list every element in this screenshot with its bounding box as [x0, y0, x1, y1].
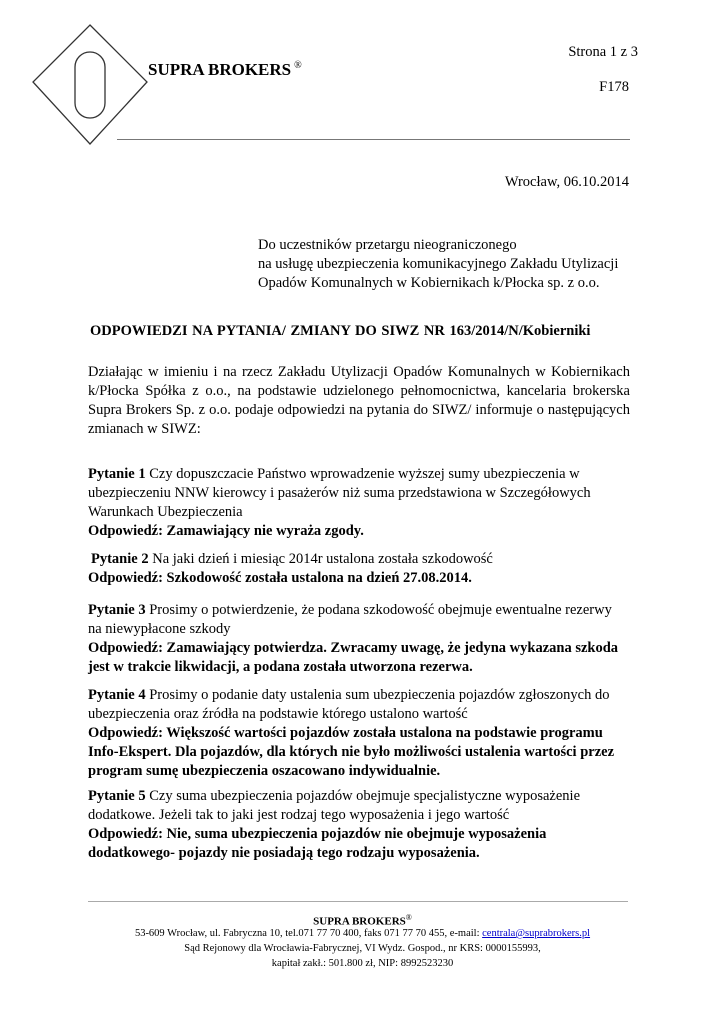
answer-text: Odpowiedź: Większość wartości pojazdów została ustalona na podstawie programu — [88, 725, 603, 741]
company-logo-icon — [30, 22, 150, 147]
addressee-line: na usługę ubezpieczenia komunikacyjnego Zakładu Utylizacji — [258, 256, 619, 272]
answer-text: Info-Ekspert. Dla pojazdów, dla których nie było możliwości ustalenia wartości przez — [88, 744, 615, 760]
addressee-block — [258, 236, 618, 293]
question-text: Warunkach Ubezpieczenia — [88, 504, 243, 520]
question-label: Pytanie 4 — [88, 687, 146, 703]
question-text: Prosimy o potwierdzenie, że podana szkodowość obejmuje ewentualne rezerwy — [145, 602, 612, 618]
intro-paragraph: Działając w imieniu i na rzecz Zakładu Utylizacji Opadów Komunalnych w Kobiernikach k/Płocka Spółka z o.o., na podstawie udzielonego pełnomocnictwa, kancelaria brokerska Supra Brokers Sp. z o.o. podaje odpowiedzi na pytania do SIWZ/ informuje o następujących zmianach w SIWZ: — [88, 364, 630, 437]
answer-text: Odpowiedź: Zamawiający nie wyraża zgody. — [88, 523, 364, 539]
document-title: ODPOWIEDZI NA PYTANIA/ ZMIANY DO SIWZ NR 163/2014/N/Kobierniki — [90, 323, 591, 339]
page-number: Strona 1 z 3 — [568, 44, 638, 60]
question-text: Czy dopuszczacie Państwo wprowadzenie wyższej sumy ubezpieczenia w — [145, 466, 580, 482]
answer-text: program sumę ubezpieczenia oszacowano indywidualnie. — [88, 763, 441, 779]
question-text: ubezpieczeniu NNW kierowcy i pasażerów niż suma przedstawiona w Szczegółowych — [88, 485, 591, 501]
question-text: Czy suma ubezpieczenia pojazdów obejmuje specjalistyczne wyposażenie — [145, 788, 581, 804]
question-label: Pytanie 2 — [91, 551, 149, 567]
company-name: SUPRA BROKERS ® — [148, 60, 302, 79]
answer-text: dodatkowego- pojazdy nie posiadają tego rodzaju wyposażenia. — [88, 845, 480, 861]
question-text: Na jaki dzień i miesiąc 2014r ustalona została szkodowość — [148, 551, 493, 567]
question-label: Pytanie 3 — [88, 602, 146, 618]
footer-address: 53-609 Wrocław, ul. Fabryczna 10, tel.071 77 70 400, faks 071 77 70 455, e-mail: centrala@suprabrokers.pl — [134, 928, 591, 939]
question-block-3 — [88, 601, 648, 677]
answer-text: Odpowiedź: Zamawiający potwierdza. Zwracamy uwagę, że jedyna wykazana szkoda — [88, 640, 619, 656]
addressee-line: Opadów Komunalnych w Kobiernikach k/Płocka sp. z o.o. — [258, 275, 600, 291]
question-text: dodatkowe. Jeżeli tak to jaki jest rodzaj tego wyposażenia i jego wartość — [88, 807, 510, 823]
question-block-5 — [88, 787, 648, 863]
footer-court: Sąd Rejonowy dla Wrocławia-Fabrycznej, VI Wydz. Gospod., nr KRS: 0000155993, — [184, 943, 541, 954]
footer-divider — [88, 901, 628, 902]
answer-text: Odpowiedź: Nie, suma ubezpieczenia pojazdów nie obejmuje wyposażenia — [88, 826, 547, 842]
addressee-line: Do uczestników przetargu nieograniczonego — [258, 237, 517, 253]
question-label: Pytanie 5 — [88, 788, 146, 804]
form-code: F178 — [599, 79, 629, 95]
question-text: Prosimy o podanie daty ustalenia sum ubezpieczenia pojazdów zgłoszonych do — [145, 687, 610, 703]
letter-date: Wrocław, 06.10.2014 — [504, 174, 629, 190]
question-text: ubezpieczenia oraz źródła na podstawie którego ustalono wartość — [88, 706, 468, 722]
question-block-4 — [88, 686, 648, 781]
question-block-1 — [88, 465, 648, 541]
footer-capital: kapitał zakł.: 501.800 zł, NIP: 8992523230 — [271, 958, 454, 969]
answer-text: Odpowiedź: Szkodowość została ustalona na dzień 27.08.2014. — [88, 570, 472, 586]
question-text: na niewypłacone szkody — [88, 621, 231, 637]
answer-text: jest w trakcie likwidacji, a podana została utworzona rezerwa. — [88, 659, 473, 675]
header-divider — [117, 139, 630, 140]
footer-company-name: SUPRA BROKERS® — [313, 913, 412, 928]
question-label: Pytanie 1 — [88, 466, 146, 482]
question-block-2 — [88, 550, 651, 588]
footer-email-link[interactable]: centrala@suprabrokers.pl — [482, 928, 591, 939]
